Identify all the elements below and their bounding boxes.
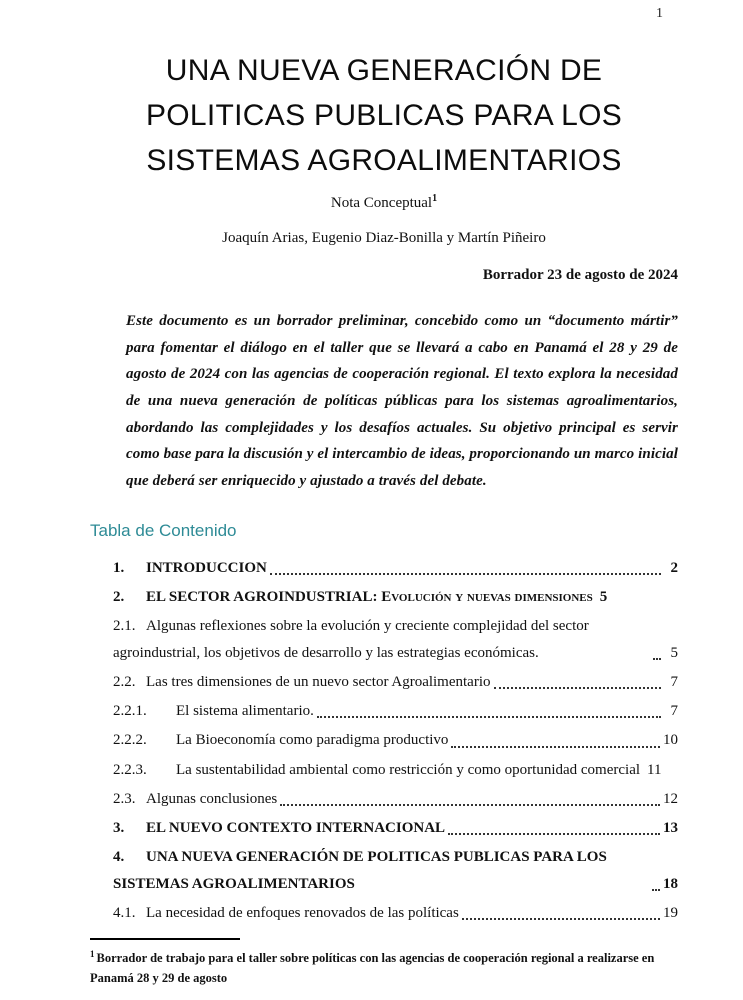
toc-entry-number: 1.	[113, 559, 125, 576]
footnote-marker: 1	[90, 948, 95, 959]
toc-entry-page: 7	[670, 703, 678, 720]
footnote-reference-marker[interactable]: 1	[432, 193, 438, 204]
toc-leader-dots	[653, 658, 661, 660]
toc-entry-4-1[interactable]	[113, 900, 678, 926]
toc-entry-label	[113, 844, 649, 897]
toc-entry-text: La Bioeconomía como paradigma productivo	[176, 732, 449, 749]
toc-leader-dots	[317, 716, 661, 718]
toc-entry-2-2-3[interactable]	[113, 757, 678, 783]
subtitle-text: Nota Conceptual	[330, 195, 433, 211]
toc-entry-label	[113, 786, 277, 812]
footnote-text: Borrador de trabajo para el taller sobre políticas con las agencias de cooperación regional a realizarse en Panamá 28 y 29 de agosto	[90, 951, 655, 985]
toc-entry-number: 2.1.	[113, 618, 136, 635]
toc-entry-label	[113, 555, 267, 581]
toc-entry-1[interactable]	[113, 555, 678, 581]
toc-leader-dots	[280, 804, 660, 806]
document-subtitle	[90, 193, 678, 212]
draft-date-line: Borrador 23 de agosto de 2024	[482, 267, 678, 283]
toc-entry-number: 4.1.	[113, 904, 136, 921]
toc-entry-text: Las tres dimensiones de un nuevo sector Agroalimentario	[146, 673, 491, 690]
toc-entry-label	[113, 669, 491, 695]
toc-entry-number: 2.2.1.	[113, 703, 147, 720]
toc-entry-label	[113, 757, 661, 783]
toc-entry-number: 3.	[113, 820, 125, 837]
toc-entry-page: 11	[647, 761, 662, 778]
toc-entry-text: UNA NUEVA GENERACIÓN DE POLITICAS PUBLICAS PARA LOS SISTEMAS AGROALIMENTARIOS	[113, 849, 607, 892]
toc-entry-2[interactable]	[113, 584, 678, 610]
toc-entry-number: 4.	[113, 849, 125, 866]
toc-entry-text: INTRODUCCION	[146, 559, 267, 576]
toc-leader-dots	[652, 889, 660, 891]
toc-entry-label	[113, 900, 459, 926]
toc-entry-text: La sustentabilidad ambiental como restricción y como oportunidad comercial	[176, 761, 641, 778]
toc-entry-number: 2.2.2.	[113, 732, 147, 749]
toc-leader-dots	[451, 746, 660, 748]
toc-heading: Tabla de Contenido	[90, 520, 237, 540]
toc-entry-number: 2.	[113, 589, 125, 606]
toc-entry-number: 2.3.	[113, 790, 136, 807]
toc-leader-dots	[494, 687, 662, 689]
toc-entry-label	[113, 584, 607, 610]
toc-entry-label	[113, 613, 650, 666]
toc-entry-text: El sistema alimentario.	[176, 703, 314, 720]
document-title: UNA NUEVA GENERACIÓN DE POLITICAS PUBLICAS PARA LOS SISTEMAS AGROALIMENTARIOS	[145, 54, 623, 177]
footnote-separator-rule	[90, 938, 240, 940]
toc-entry-text: La necesidad de enfoques renovados de las políticas	[146, 904, 459, 921]
toc-entry-2-2-1[interactable]	[113, 698, 678, 724]
toc-entry-label	[113, 815, 445, 841]
toc-entry-text: Algunas reflexiones sobre la evolución y creciente complejidad del sector agroindustrial, los objetivos de desarrollo y las estrategias económicas.	[113, 618, 589, 661]
toc-entry-label	[113, 727, 448, 753]
toc-entry-page: 2	[670, 559, 678, 576]
toc-leader-dots	[270, 573, 661, 575]
toc-entry-text: EL NUEVO CONTEXTO INTERNACIONAL	[146, 820, 446, 837]
table-of-contents	[90, 555, 678, 926]
abstract-paragraph: Este documento es un borrador preliminar, concebido como un “documento mártir” para fomentar el diálogo en el taller que se llevará a cabo en Panamá el 28 y 29 de agosto de 2024 con las agencias de cooperación regional. El texto explora la necesidad de una nueva generación de políticas públicas para los sistemas agroalimentarios, abordando las complejidades y los desafíos actuales. Su objetivo principal es servir como base para la discusión y el intercambio de ideas, proporcionando un marco inicial que deberá ser enriquecido y ajustado a través del debate.	[126, 313, 678, 490]
toc-entry-2-2-2[interactable]	[113, 727, 678, 753]
toc-entry-label	[113, 698, 314, 724]
toc-entry-2-1[interactable]	[113, 613, 678, 666]
page-number: 1	[656, 6, 663, 21]
toc-entry-3[interactable]	[113, 815, 678, 841]
toc-entry-page: 7	[670, 673, 678, 690]
toc-entry-2-3[interactable]	[113, 786, 678, 812]
toc-entry-page: 5	[599, 589, 608, 606]
toc-entry-4[interactable]	[113, 844, 678, 897]
toc-leader-dots	[448, 833, 660, 835]
authors-line: Joaquín Arias, Eugenio Diaz-Bonilla y Martín Piñeiro	[222, 230, 546, 246]
toc-entry-2-2[interactable]	[113, 669, 678, 695]
toc-entry-number: 2.2.3.	[113, 761, 147, 778]
toc-entry-page: 18	[663, 875, 678, 892]
toc-entry-page: 12	[663, 790, 678, 807]
footnote-text-line	[90, 947, 678, 988]
footnote-area	[90, 938, 678, 988]
toc-entry-page: 13	[663, 820, 678, 837]
toc-entry-page: 5	[670, 644, 678, 661]
toc-entry-page: 19	[663, 904, 678, 921]
toc-entry-text: EL SECTOR AGROINDUSTRIAL: Evolución y nuevas dimensiones	[146, 589, 593, 606]
toc-entry-number: 2.2.	[113, 673, 136, 690]
toc-entry-page: 10	[663, 732, 678, 749]
toc-leader-dots	[462, 918, 660, 920]
toc-entry-text: Algunas conclusiones	[146, 790, 278, 807]
